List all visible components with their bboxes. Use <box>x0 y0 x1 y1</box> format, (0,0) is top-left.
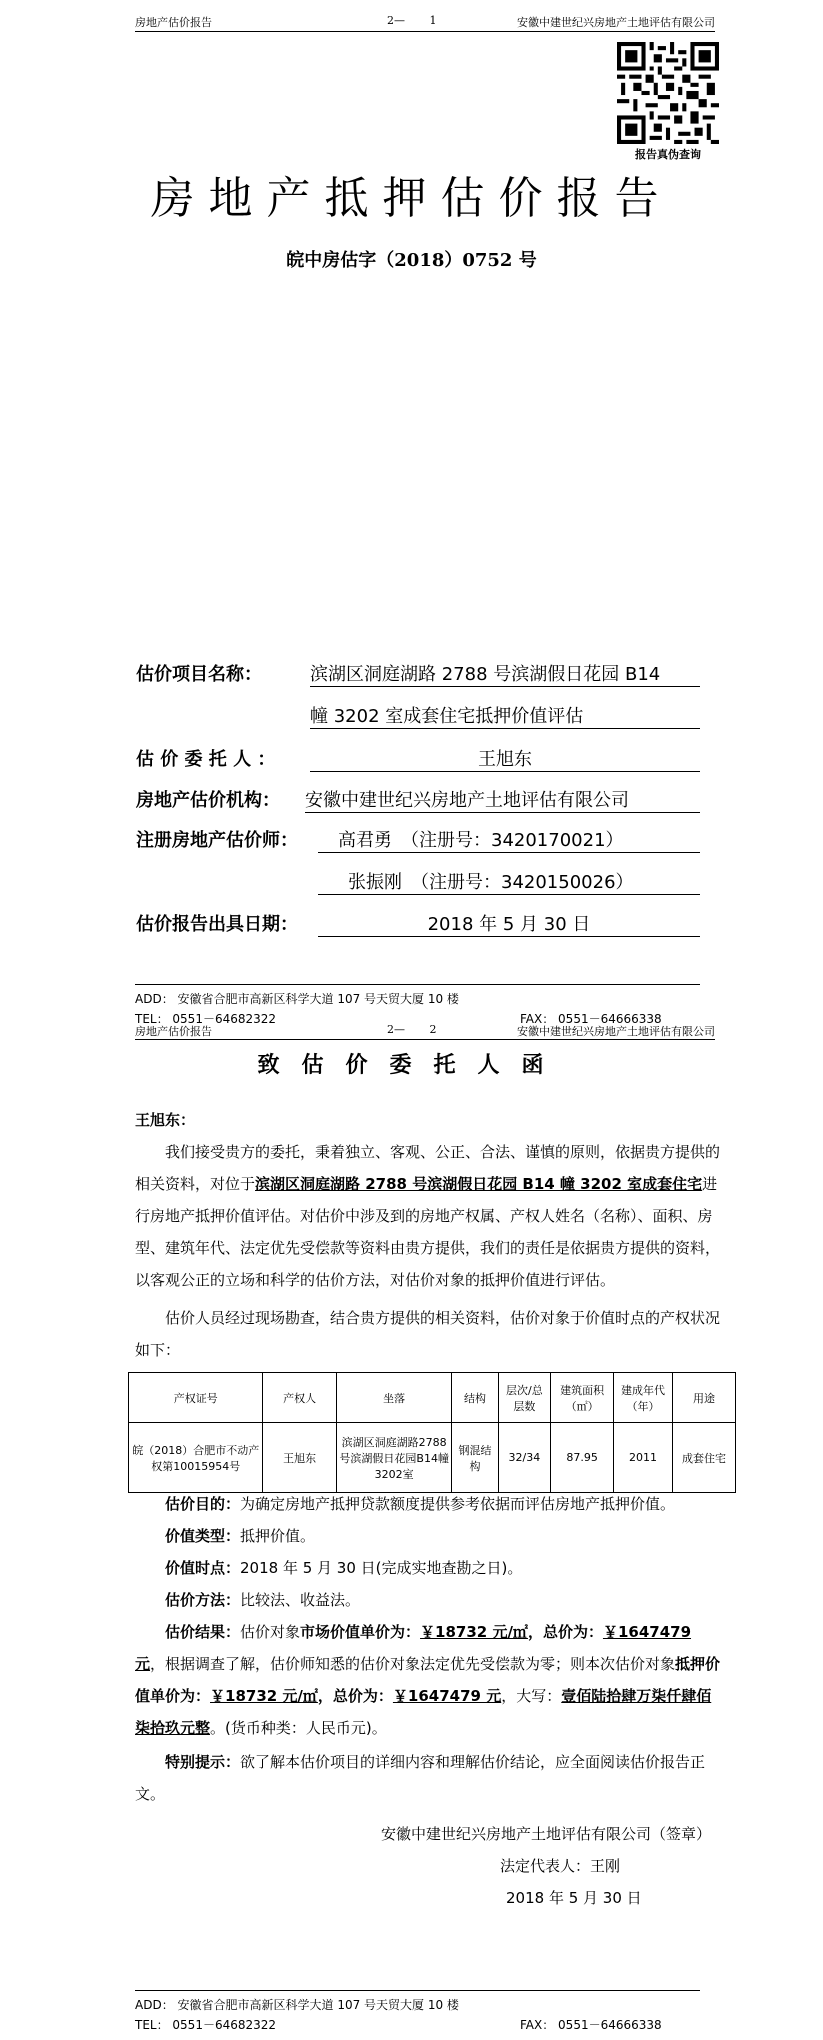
property-address: 滨湖区洞庭湖路 2788 号滨湖假日花园 B14 幢 3202 室成套住宅 <box>255 1175 703 1193</box>
header-page-number: 2— 1 <box>387 14 437 27</box>
page1-footer-address: ADD： 安徽省合肥市高新区科学大道 107 号天贸大厦 10 楼 <box>135 992 459 1006</box>
page2-footer-address: ADD： 安徽省合肥市高新区科学大道 107 号天贸大厦 10 楼 <box>135 1998 459 2012</box>
footer-fax: FAX： 0551－64666338 <box>520 2018 662 2032</box>
qr-code-icon[interactable] <box>616 42 720 144</box>
signature-company: 安徽中建世纪兴房地产土地评估有限公司（签章） <box>380 1825 711 1843</box>
table-cell: 2011 <box>614 1423 673 1493</box>
page1-header <box>135 14 715 32</box>
value-type-line: 价值类型：抵押价值。 <box>165 1527 316 1545</box>
header-right: 安徽中建世纪兴房地产土地评估有限公司 <box>517 1025 715 1038</box>
table-header: 产权人 <box>263 1373 337 1423</box>
footer-divider <box>135 1990 700 1991</box>
footer-fax: FAX： 0551－64666338 <box>520 1012 662 1026</box>
appraiser-1: 高君勇 （注册号：3420170021） <box>318 826 700 853</box>
signature-representative: 法定代表人：王刚 <box>500 1857 621 1875</box>
page-title: 房地产抵押估价报告 <box>150 173 673 224</box>
client-label: 估 价 委 托 人 ： <box>136 749 276 770</box>
table-cell: 皖（2018）合肥市不动产权第10015954号 <box>129 1423 263 1493</box>
page2-footer-contacts <box>135 2016 715 2033</box>
table-header: 坐落 <box>336 1373 452 1423</box>
date-value: 2018 年 5 月 30 日 <box>318 910 700 937</box>
report-number: 皖中房估字（2018）0752 号 <box>286 250 537 271</box>
table-cell: 王旭东 <box>263 1423 337 1493</box>
header-left: 房地产估价报告 <box>135 16 212 29</box>
agency-value: 安徽中建世纪兴房地产土地评估有限公司 <box>305 786 700 813</box>
client-value: 王旭东 <box>310 745 700 772</box>
table-cell: 滨湖区洞庭湖路2788号滨湖假日花园B14幢3202室 <box>336 1423 452 1493</box>
table-cell: 32/34 <box>498 1423 551 1493</box>
table-header: 建成年代（年） <box>614 1373 673 1423</box>
footer-tel: TEL： 0551－64682322 <box>135 1012 277 1026</box>
table-cell: 钢混结构 <box>452 1423 498 1493</box>
header-page-number: 2— 2 <box>387 1023 437 1036</box>
intro-paragraph: 我们接受贵方的委托，秉着独立、客观、公正、合法、谨慎的原则，依据贵方提供的相关资料，对位于滨湖区洞庭湖路 2788 号滨湖假日花园 B14 幢 3202 室成套住宅进行房地产抵押价值评估。对估价中涉及到的房地产权属、产权人姓名（名称）、面积、房型、建筑年代、法定优先受偿款等资料由贵方提供，我们的责任是依据贵方提供的资料，以客观公正的立场和科学的估价方法，对估价对象的抵押价值进行评估。 <box>135 1143 721 1289</box>
table-header-row <box>129 1373 736 1423</box>
header-divider <box>135 1039 715 1040</box>
table-header: 用途 <box>672 1373 735 1423</box>
value-time-line: 价值时点：2018 年 5 月 30 日(完成实地查勘之日)。 <box>165 1559 523 1577</box>
result-paragraph: 估价结果：估价对象市场价值单价为：￥18732 元/㎡，总价为：￥1647479 元，根据调查了解，估价师知悉的估价对象法定优先受偿款为零；则本次估价对象抵押价值单价为：￥18732 元/㎡，总价为：￥1647479 元，大写：壹佰陆拾肆万柒仟肆佰柒拾玖元整。(货币种类：人民币元)。 <box>135 1623 721 1737</box>
project-label: 估价项目名称： <box>136 664 262 685</box>
table-header: 建筑面积（㎡） <box>551 1373 614 1423</box>
survey-paragraph: 估价人员经过现场勘查，结合贵方提供的相关资料，估价对象于价值时点的产权状况如下： <box>135 1309 721 1359</box>
property-table <box>128 1372 736 1493</box>
table-header: 结构 <box>452 1373 498 1423</box>
project-value-line1: 滨湖区洞庭湖路 2788 号滨湖假日花园 B14 <box>310 660 700 687</box>
header-divider <box>135 31 715 32</box>
salutation: 王旭东： <box>135 1111 196 1129</box>
header-right: 安徽中建世纪兴房地产土地评估有限公司 <box>517 16 715 29</box>
agency-label: 房地产估价机构： <box>136 790 280 811</box>
method-line: 估价方法：比较法、收益法。 <box>165 1591 361 1609</box>
header-left: 房地产估价报告 <box>135 1025 212 1038</box>
purpose-line: 估价目的：为确定房地产抵押贷款额度提供参考依据而评估房地产抵押价值。 <box>165 1495 676 1513</box>
signature-date: 2018 年 5 月 30 日 <box>506 1889 642 1907</box>
table-cell: 87.95 <box>551 1423 614 1493</box>
footer-divider <box>135 984 700 985</box>
table-cell: 成套住宅 <box>672 1423 735 1493</box>
appraiser-2: 张振刚 （注册号：3420150026） <box>318 868 700 895</box>
qr-caption: 报告真伪查询 <box>635 148 701 161</box>
table-header: 产权证号 <box>129 1373 263 1423</box>
table-row <box>129 1423 736 1493</box>
footer-tel: TEL： 0551－64682322 <box>135 2018 277 2032</box>
notice-paragraph: 特别提示：欲了解本估价项目的详细内容和理解估价结论，应全面阅读估价报告正文。 <box>135 1753 706 1803</box>
letter-title: 致估价委托人函 <box>257 1053 566 1078</box>
project-value-line2: 幢 3202 室成套住宅抵押价值评估 <box>310 702 700 729</box>
table-header: 层次/总层数 <box>498 1373 551 1423</box>
appraiser-label: 注册房地产估价师： <box>136 830 298 851</box>
date-label: 估价报告出具日期： <box>136 914 298 935</box>
